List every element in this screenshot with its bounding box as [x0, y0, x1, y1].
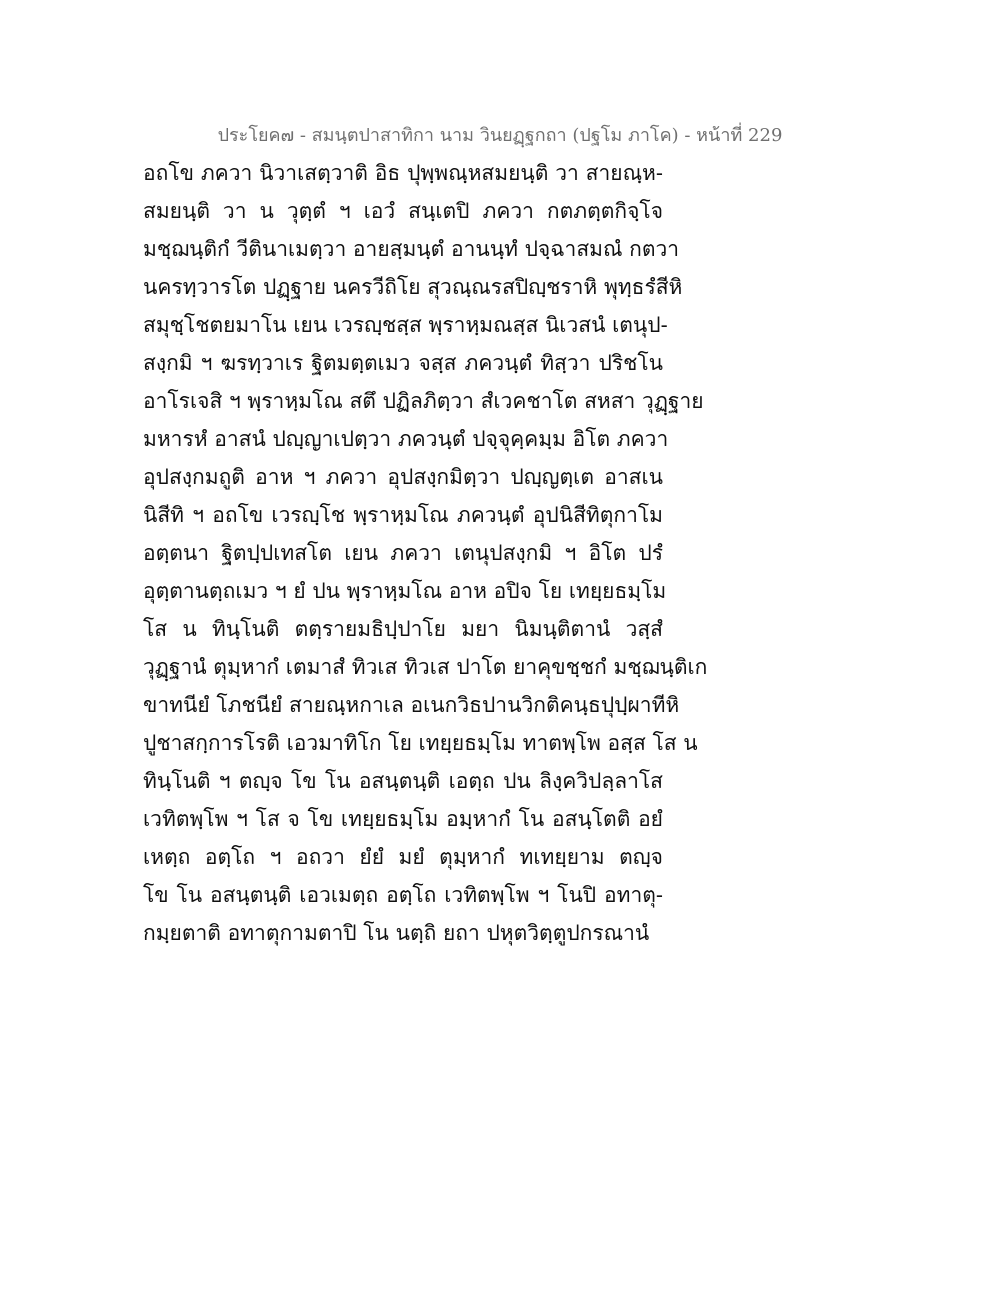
- text-line: กมฺยตาติ อทาตุกามตาปิ โน นตฺถิ ยถา ปหุตวิตฺตูปกรณานํ: [143, 921, 650, 945]
- text-line: อาโรเจสิ ฯ พฺราหฺมโณ สตึ ปฏิลภิตฺวา สํเวคชาโต สหสา วุฏฺฐาย: [143, 389, 704, 413]
- running-header: ประโยค๗ - สมนฺตปาสาทิกา นาม วินยฏฺฐกถา (ปฐโม ภาโค) - หน้าที่ 229: [217, 125, 783, 146]
- text-line: โข โน อสนฺตนฺติ เอวเมตฺถ อตฺโถ เวทิตพฺโพ ฯ โนปิ อทาตุ-: [143, 883, 663, 907]
- text-line: วุฏฺฐานํ ตุมฺหากํ เตมาสํ ทิวเส ทิวเส ปาโต ยาคุขชฺชกํ มชฺฌนฺติเก: [143, 655, 708, 679]
- body-text: [143, 154, 708, 952]
- text-line: โส น ทินฺโนติ ตตฺรายมธิปฺปาโย มยา นิมนฺติตานํ วสฺสํ: [143, 617, 663, 641]
- text-line: อถโข ภควา นิวาเสตฺวาติ อิธ ปุพฺพณฺหสมยนฺติ วา สายณฺห-: [143, 161, 663, 185]
- text-line: นครทฺวารโต ปฏฺฐาย นครวีถิโย สุวณฺณรสปิญฺชราหิ พุทฺธรํสีหิ: [143, 275, 683, 299]
- text-line: สงฺกมิ ฯ ฆรทฺวาเร ฐิตมตฺตเมว จสฺส ภควนฺตํ ทิสฺวา ปริชโน: [143, 351, 663, 375]
- text-line: อตฺตนา ฐิตปฺปเทสโต เยน ภควา เตนุปสงฺกมิ ฯ อิโต ปรํ: [143, 541, 663, 565]
- text-line: มชฺฌนฺติกํ วีตินาเมตฺวา อายสฺมนฺตํ อานนฺทํ ปจฺฉาสมณํ กตวา: [143, 237, 680, 261]
- text-line: เวทิตพฺโพ ฯ โส จ โข เทยฺยธมฺโม อมฺหากํ โน อสนฺโตติ อยํ: [143, 807, 663, 831]
- text-line: ปูชาสกฺการโรติ เอวมาทิโก โย เทยฺยธมฺโม ทาตพฺโพ อสฺส โส น: [143, 731, 698, 755]
- text-line: เหตฺถ อตฺโถ ฯ อถวา ยํยํ มยํ ตุมฺหากํ ทเทยฺยาม ตญฺจ: [143, 845, 663, 869]
- text-line: สมุชฺโชตยมาโน เยน เวรญฺชสฺส พฺราหฺมณสฺส นิเวสนํ เตนุป-: [143, 313, 668, 337]
- text-line: มหารหํ อาสนํ ปญฺญาเปตฺวา ภควนฺตํ ปจฺจุคฺคมฺม อิโต ภควา: [143, 427, 669, 451]
- text-line: นิสีทิ ฯ อถโข เวรญฺโช พฺราหฺมโณ ภควนฺตํ อุปนิสีทิตุกาโม: [143, 503, 663, 527]
- text-line: อุตฺตานตฺถเมว ฯ ยํ ปน พฺราหฺมโณ อาห อปิจ โย เทยฺยธมฺโม: [143, 579, 667, 603]
- text-line: สมยนฺติ วา น วุตฺตํ ฯ เอวํ สนฺเตปิ ภควา กตภตฺตกิจฺโจ: [143, 199, 663, 223]
- text-line: อุปสงฺกมถูติ อาห ฯ ภควา อุปสงฺกมิตฺวา ปญฺญตฺเต อาสเน: [143, 465, 663, 489]
- text-line: ทินฺโนติ ฯ ตญฺจ โข โน อสนฺตนฺติ เอตฺถ ปน ลิงฺควิปลฺลาโส: [143, 769, 663, 793]
- text-line: ขาทนียํ โภชนียํ สายณฺหกาเล อเนกวิธปานวิกติคนฺธปุปฺผาทีหิ: [143, 693, 680, 717]
